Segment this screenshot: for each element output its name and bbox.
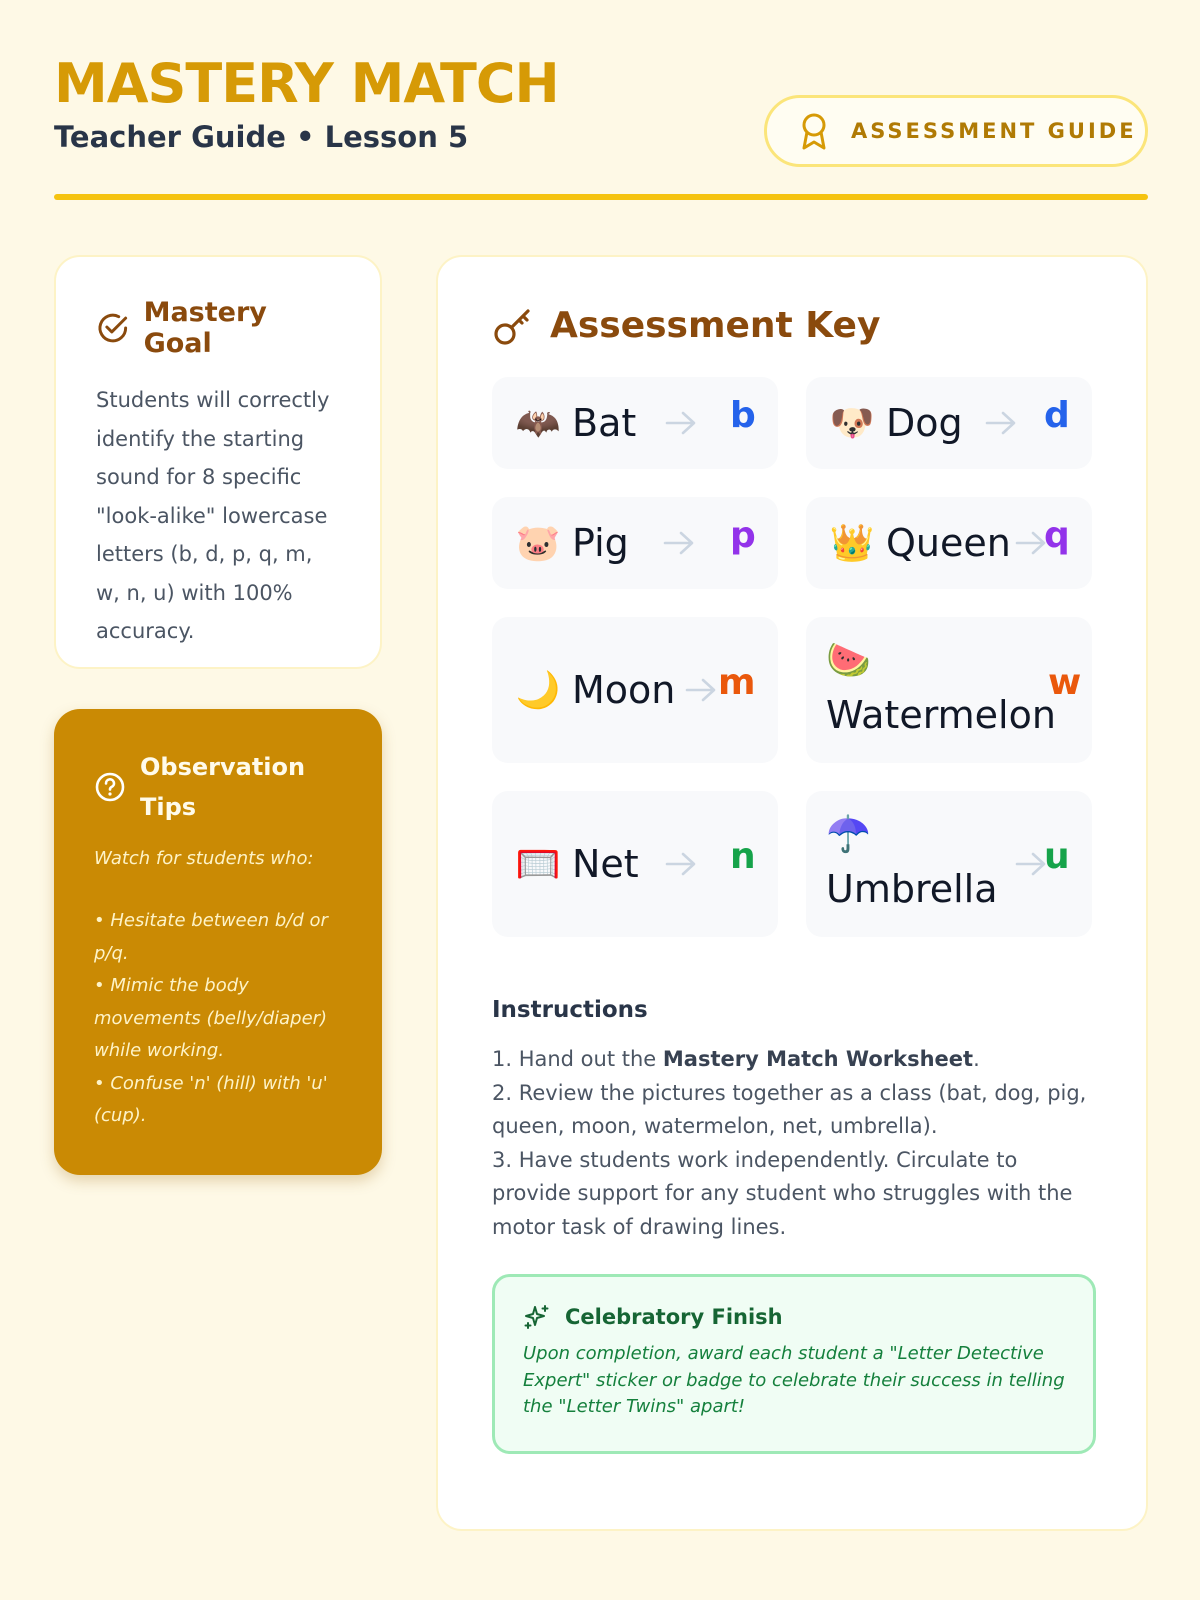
help-circle-icon xyxy=(94,771,126,803)
key-letter: w xyxy=(1048,662,1082,703)
key-item-umbrella xyxy=(806,791,1092,937)
observation-tips-title: Observation Tips xyxy=(140,753,306,821)
key-letter: u xyxy=(1044,836,1070,877)
key-word: Queen xyxy=(886,521,1011,565)
instruction-step-2: 2. Review the pictures together as a class (bat, dog, pig, queen, moon, watermelon, net, umbrella). xyxy=(492,1080,1087,1138)
key-item-dog xyxy=(806,377,1092,469)
key-letter: m xyxy=(718,662,756,703)
bat-emoji: 🦇 xyxy=(515,403,561,444)
arrow-right-icon xyxy=(1014,851,1048,877)
key-item-net xyxy=(492,791,778,937)
badge-label: ASSESSMENT GUIDE xyxy=(851,119,1137,143)
instruction-step-1: 1. Hand out the Mastery Match Worksheet. xyxy=(492,1047,980,1071)
tip-item: • Hesitate between b/d or p/q. xyxy=(94,910,328,964)
sparkles-icon xyxy=(523,1303,551,1331)
observation-tips-intro: Watch for students who: xyxy=(94,848,314,869)
watermelon-emoji: 🍉 xyxy=(826,640,871,681)
celebratory-finish-title: Celebratory Finish xyxy=(565,1305,783,1329)
arrow-right-icon xyxy=(664,851,698,877)
arrow-right-icon xyxy=(684,677,718,703)
key-word: Pig xyxy=(572,521,629,565)
observation-tips-list xyxy=(94,905,346,1133)
award-ribbon-icon xyxy=(797,111,831,151)
arrow-right-icon xyxy=(662,530,696,556)
instructions-title: Instructions xyxy=(492,997,648,1023)
mastery-goal-card xyxy=(54,255,382,669)
key-item-pig xyxy=(492,497,778,589)
assessment-guide-badge xyxy=(764,95,1148,167)
key-word: Watermelon xyxy=(826,693,1056,737)
key-item-moon xyxy=(492,617,778,763)
key-letter: n xyxy=(730,836,756,877)
celebratory-finish-text: Upon completion, award each student a "Letter Detective Expert" sticker or badge to celebrate their success in telling the "Letter Twins" apart! xyxy=(523,1343,1065,1417)
page-subtitle: Teacher Guide • Lesson 5 xyxy=(54,120,469,154)
arrow-right-icon xyxy=(1014,530,1048,556)
moon-emoji: 🌙 xyxy=(515,670,561,711)
assessment-key-grid xyxy=(492,377,1092,941)
key-word: Umbrella xyxy=(826,867,998,911)
key-letter: d xyxy=(1044,395,1070,436)
page-header xyxy=(54,52,1148,202)
mastery-goal-text: Students will correctly identify the starting sound for 8 specific "look-alike" lowercase letters (b, d, p, q, m, w, n, u) with 100% accuracy. xyxy=(96,388,330,643)
arrow-right-icon xyxy=(664,410,698,436)
assessment-key-card xyxy=(436,255,1148,1531)
dog-emoji: 🐶 xyxy=(829,403,875,444)
page-title: MASTERY MATCH xyxy=(54,52,559,115)
instructions-list xyxy=(492,1043,1092,1244)
worksheet-name: Mastery Match Worksheet xyxy=(662,1047,974,1071)
crown-emoji: 👑 xyxy=(829,523,875,564)
key-item-queen xyxy=(806,497,1092,589)
key-letter: q xyxy=(1044,515,1070,556)
celebratory-finish-box xyxy=(492,1274,1096,1454)
key-word: Net xyxy=(572,842,639,886)
key-word: Bat xyxy=(572,401,637,445)
key-item-bat xyxy=(492,377,778,469)
key-word: Moon xyxy=(572,668,676,712)
check-circle-icon xyxy=(96,311,130,345)
observation-tips-card xyxy=(54,709,382,1175)
instruction-step-3: 3. Have students work independently. Circulate to provide support for any student who struggles with the motor task of drawing lines. xyxy=(492,1147,1073,1239)
key-letter: b xyxy=(730,395,756,436)
umbrella-emoji: ☂️ xyxy=(826,814,871,855)
assessment-key-title: Assessment Key xyxy=(550,304,881,346)
key-icon xyxy=(492,303,536,347)
pig-emoji: 🐷 xyxy=(515,523,561,564)
tip-item: • Confuse 'n' (hill) with 'u' (cup). xyxy=(94,1072,328,1126)
tip-item: • Mimic the body movements (belly/diaper) while working. xyxy=(94,975,328,1061)
key-letter: p xyxy=(730,515,756,556)
header-divider xyxy=(54,194,1148,200)
key-word: Dog xyxy=(886,401,963,445)
key-item-watermelon xyxy=(806,617,1092,763)
goal-net-emoji: 🥅 xyxy=(515,844,561,885)
mastery-goal-title: Mastery Goal xyxy=(143,297,267,359)
arrow-right-icon xyxy=(984,410,1018,436)
